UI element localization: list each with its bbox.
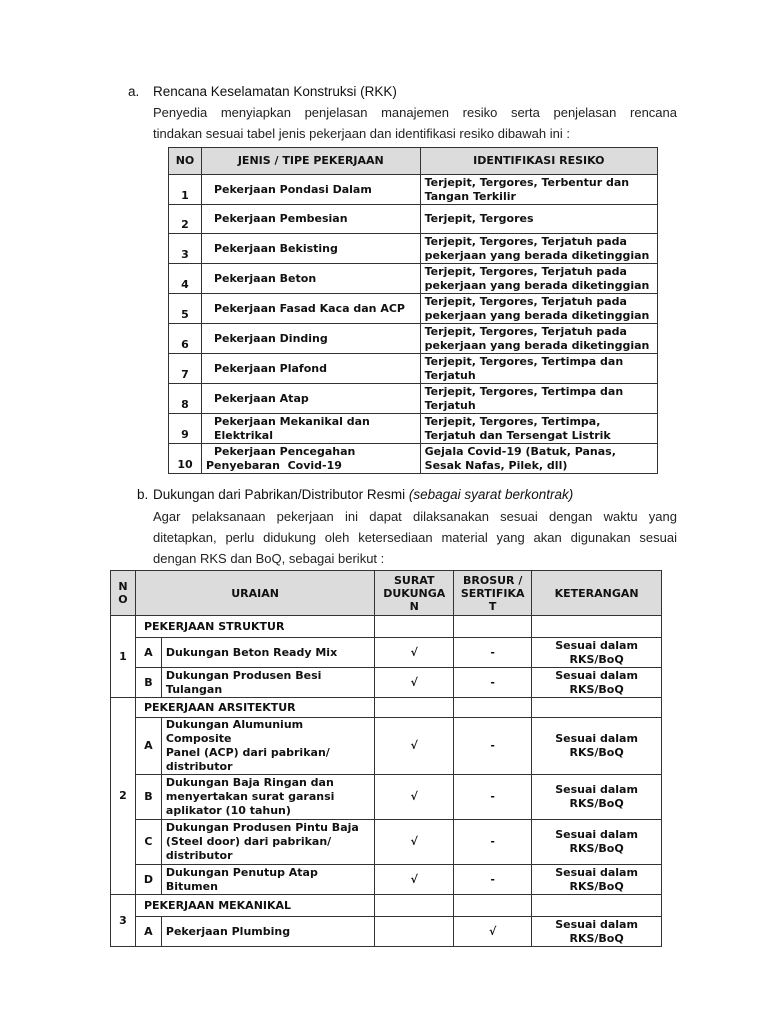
header-surat-dukungan: SURAT DUKUNGA N bbox=[375, 571, 454, 616]
section-b-title-italic: (sebagai syarat berkontrak) bbox=[408, 487, 574, 502]
table-row bbox=[169, 414, 658, 444]
item-brosur: - bbox=[454, 865, 532, 895]
item-letter: B bbox=[135, 775, 161, 820]
row-jenis: Pekerjaan Plafond bbox=[201, 354, 420, 384]
item-letter: D bbox=[135, 865, 161, 895]
row-jenis: Pekerjaan Atap bbox=[201, 384, 420, 414]
row-jenis: Pekerjaan Dinding bbox=[201, 324, 420, 354]
row-no: 3 bbox=[169, 234, 202, 264]
item-text: Dukungan Produsen Besi Tulangan bbox=[161, 668, 374, 698]
item-brosur: - bbox=[454, 820, 532, 865]
row-risiko: Gejala Covid-19 (Batuk, Panas, Sesak Nafas, Pilek, dll) bbox=[420, 444, 657, 474]
row-risiko: Terjepit, Tergores bbox=[420, 205, 657, 234]
item-text: Dukungan Penutup Atap Bitumen bbox=[161, 865, 374, 895]
header-keterangan: KETERANGAN bbox=[532, 571, 662, 616]
item-brosur: √ bbox=[454, 917, 532, 947]
item-keterangan: Sesuai dalam RKS/BoQ bbox=[532, 917, 662, 947]
row-jenis: Pekerjaan Pembesian bbox=[201, 205, 420, 234]
section-b-paragraph-line-1: Agar pelaksanaan pekerjaan ini dapat dilaksanakan sesuai dengan waktu yang bbox=[153, 509, 677, 524]
row-jenis: Pekerjaan Fasad Kaca dan ACP bbox=[201, 294, 420, 324]
item-surat: √ bbox=[375, 638, 454, 668]
row-jenis bbox=[201, 444, 420, 474]
table-row bbox=[169, 234, 658, 264]
row-no: 1 bbox=[169, 175, 202, 205]
risk-identification-table bbox=[168, 147, 658, 474]
item-keterangan: Sesuai dalam RKS/BoQ bbox=[532, 718, 662, 775]
group-no: 1 bbox=[111, 616, 136, 698]
section-a-title: Rencana Keselamatan Konstruksi (RKK) bbox=[153, 84, 397, 99]
row-risiko: Terjepit, Tergores, Tertimpa, Terjatuh dan Tersengat Listrik bbox=[420, 414, 657, 444]
row-jenis-line-1: Pekerjaan Pencegahan bbox=[213, 444, 356, 458]
header-brosur-sertifikat: BROSUR / SERTIFIKA T bbox=[454, 571, 532, 616]
group-no: 3 bbox=[111, 895, 136, 947]
row-no: 9 bbox=[169, 414, 202, 444]
section-b-paragraph-line-2: ditetapkan, perlu didukung oleh ketersediaan material yang akan digunakan sesuai bbox=[153, 530, 677, 545]
table-row bbox=[111, 668, 662, 698]
table-row bbox=[169, 175, 658, 205]
section-a-letter: a. bbox=[128, 84, 140, 99]
item-surat: √ bbox=[375, 775, 454, 820]
header-uraian: URAIAN bbox=[135, 571, 374, 616]
item-text: Pekerjaan Plumbing bbox=[161, 917, 374, 947]
item-keterangan: Sesuai dalam RKS/BoQ bbox=[532, 638, 662, 668]
item-surat: √ bbox=[375, 668, 454, 698]
row-risiko: Terjepit, Tergores, Terjatuh pada pekerjaan yang berada diketinggian bbox=[420, 324, 657, 354]
item-letter: A bbox=[135, 917, 161, 947]
table-row bbox=[169, 384, 658, 414]
row-jenis: Pekerjaan Pondasi Dalam bbox=[201, 175, 420, 205]
item-letter: C bbox=[135, 820, 161, 865]
section-a-paragraph-line-2: tindakan sesuai tabel jenis pekerjaan dan identifikasi resiko dibawah ini : bbox=[153, 126, 570, 141]
row-jenis: Pekerjaan Mekanikal dan Elektrikal bbox=[201, 414, 420, 444]
row-risiko: Terjepit, Tergores, Terbentur dan Tangan Terkilir bbox=[420, 175, 657, 205]
item-keterangan: Sesuai dalam RKS/BoQ bbox=[532, 775, 662, 820]
row-no: 5 bbox=[169, 294, 202, 324]
group-title: PEKERJAAN ARSITEKTUR bbox=[135, 698, 374, 718]
row-no: 10 bbox=[169, 444, 202, 474]
item-text: Dukungan Beton Ready Mix bbox=[161, 638, 374, 668]
group-row bbox=[111, 698, 662, 718]
item-text: Dukungan Produsen Pintu Baja (Steel door) dari pabrikan/ distributor bbox=[161, 820, 374, 865]
header-jenis: JENIS / TIPE PEKERJAAN bbox=[201, 148, 420, 175]
row-no: 7 bbox=[169, 354, 202, 384]
item-brosur: - bbox=[454, 668, 532, 698]
supplier-support-table bbox=[110, 570, 662, 947]
section-b-title: Dukungan dari Pabrikan/Distributor Resmi bbox=[153, 487, 406, 502]
item-surat: √ bbox=[375, 820, 454, 865]
table-row bbox=[169, 294, 658, 324]
row-no: 2 bbox=[169, 205, 202, 234]
item-letter: B bbox=[135, 668, 161, 698]
item-surat: √ bbox=[375, 865, 454, 895]
table-row bbox=[111, 775, 662, 820]
group-row bbox=[111, 616, 662, 638]
table-row bbox=[111, 917, 662, 947]
table-row bbox=[111, 865, 662, 895]
section-b-paragraph-line-3: dengan RKS dan BoQ, sebagai berikut : bbox=[153, 551, 385, 566]
item-brosur: - bbox=[454, 775, 532, 820]
header-no: NO bbox=[169, 148, 202, 175]
table-row bbox=[169, 444, 658, 474]
item-text: Dukungan Alumunium Composite Panel (ACP) dari pabrikan/ distributor bbox=[161, 718, 374, 775]
table-row bbox=[111, 820, 662, 865]
row-no: 8 bbox=[169, 384, 202, 414]
row-jenis: Pekerjaan Beton bbox=[201, 264, 420, 294]
header-identifikasi: IDENTIFIKASI RESIKO bbox=[420, 148, 657, 175]
row-jenis-line-2: Penyebaran Covid-19 bbox=[205, 458, 342, 472]
section-b-title-wrap bbox=[153, 487, 573, 502]
item-brosur: - bbox=[454, 638, 532, 668]
table-row bbox=[111, 638, 662, 668]
row-risiko: Terjepit, Tergores, Terjatuh pada pekerjaan yang berada diketinggian bbox=[420, 264, 657, 294]
item-letter: A bbox=[135, 638, 161, 668]
item-surat bbox=[375, 917, 454, 947]
table-row bbox=[169, 354, 658, 384]
table-row bbox=[169, 205, 658, 234]
item-surat: √ bbox=[375, 718, 454, 775]
header-no: N O bbox=[111, 571, 136, 616]
row-no: 4 bbox=[169, 264, 202, 294]
section-a-paragraph-line-1: Penyedia menyiapkan penjelasan manajemen resiko serta penjelasan rencana bbox=[153, 105, 677, 120]
row-jenis: Pekerjaan Bekisting bbox=[201, 234, 420, 264]
item-letter: A bbox=[135, 718, 161, 775]
table-row bbox=[169, 324, 658, 354]
row-risiko: Terjepit, Tergores, Terjatuh pada pekerjaan yang berada diketinggian bbox=[420, 234, 657, 264]
row-risiko: Terjepit, Tergores, Tertimpa dan Terjatuh bbox=[420, 384, 657, 414]
group-title: PEKERJAAN STRUKTUR bbox=[135, 616, 374, 638]
group-title: PEKERJAAN MEKANIKAL bbox=[135, 895, 374, 917]
item-brosur: - bbox=[454, 718, 532, 775]
table-row bbox=[111, 718, 662, 775]
item-text: Dukungan Baja Ringan dan menyertakan surat garansi aplikator (10 tahun) bbox=[161, 775, 374, 820]
item-keterangan: Sesuai dalam RKS/BoQ bbox=[532, 820, 662, 865]
group-no: 2 bbox=[111, 698, 136, 895]
group-row bbox=[111, 895, 662, 917]
table-row bbox=[169, 264, 658, 294]
section-b-letter: b. bbox=[137, 487, 149, 502]
item-keterangan: Sesuai dalam RKS/BoQ bbox=[532, 668, 662, 698]
row-risiko: Terjepit, Tergores, Tertimpa dan Terjatuh bbox=[420, 354, 657, 384]
row-no: 6 bbox=[169, 324, 202, 354]
item-keterangan: Sesuai dalam RKS/BoQ bbox=[532, 865, 662, 895]
row-risiko: Terjepit, Tergores, Terjatuh pada pekerjaan yang berada diketinggian bbox=[420, 294, 657, 324]
